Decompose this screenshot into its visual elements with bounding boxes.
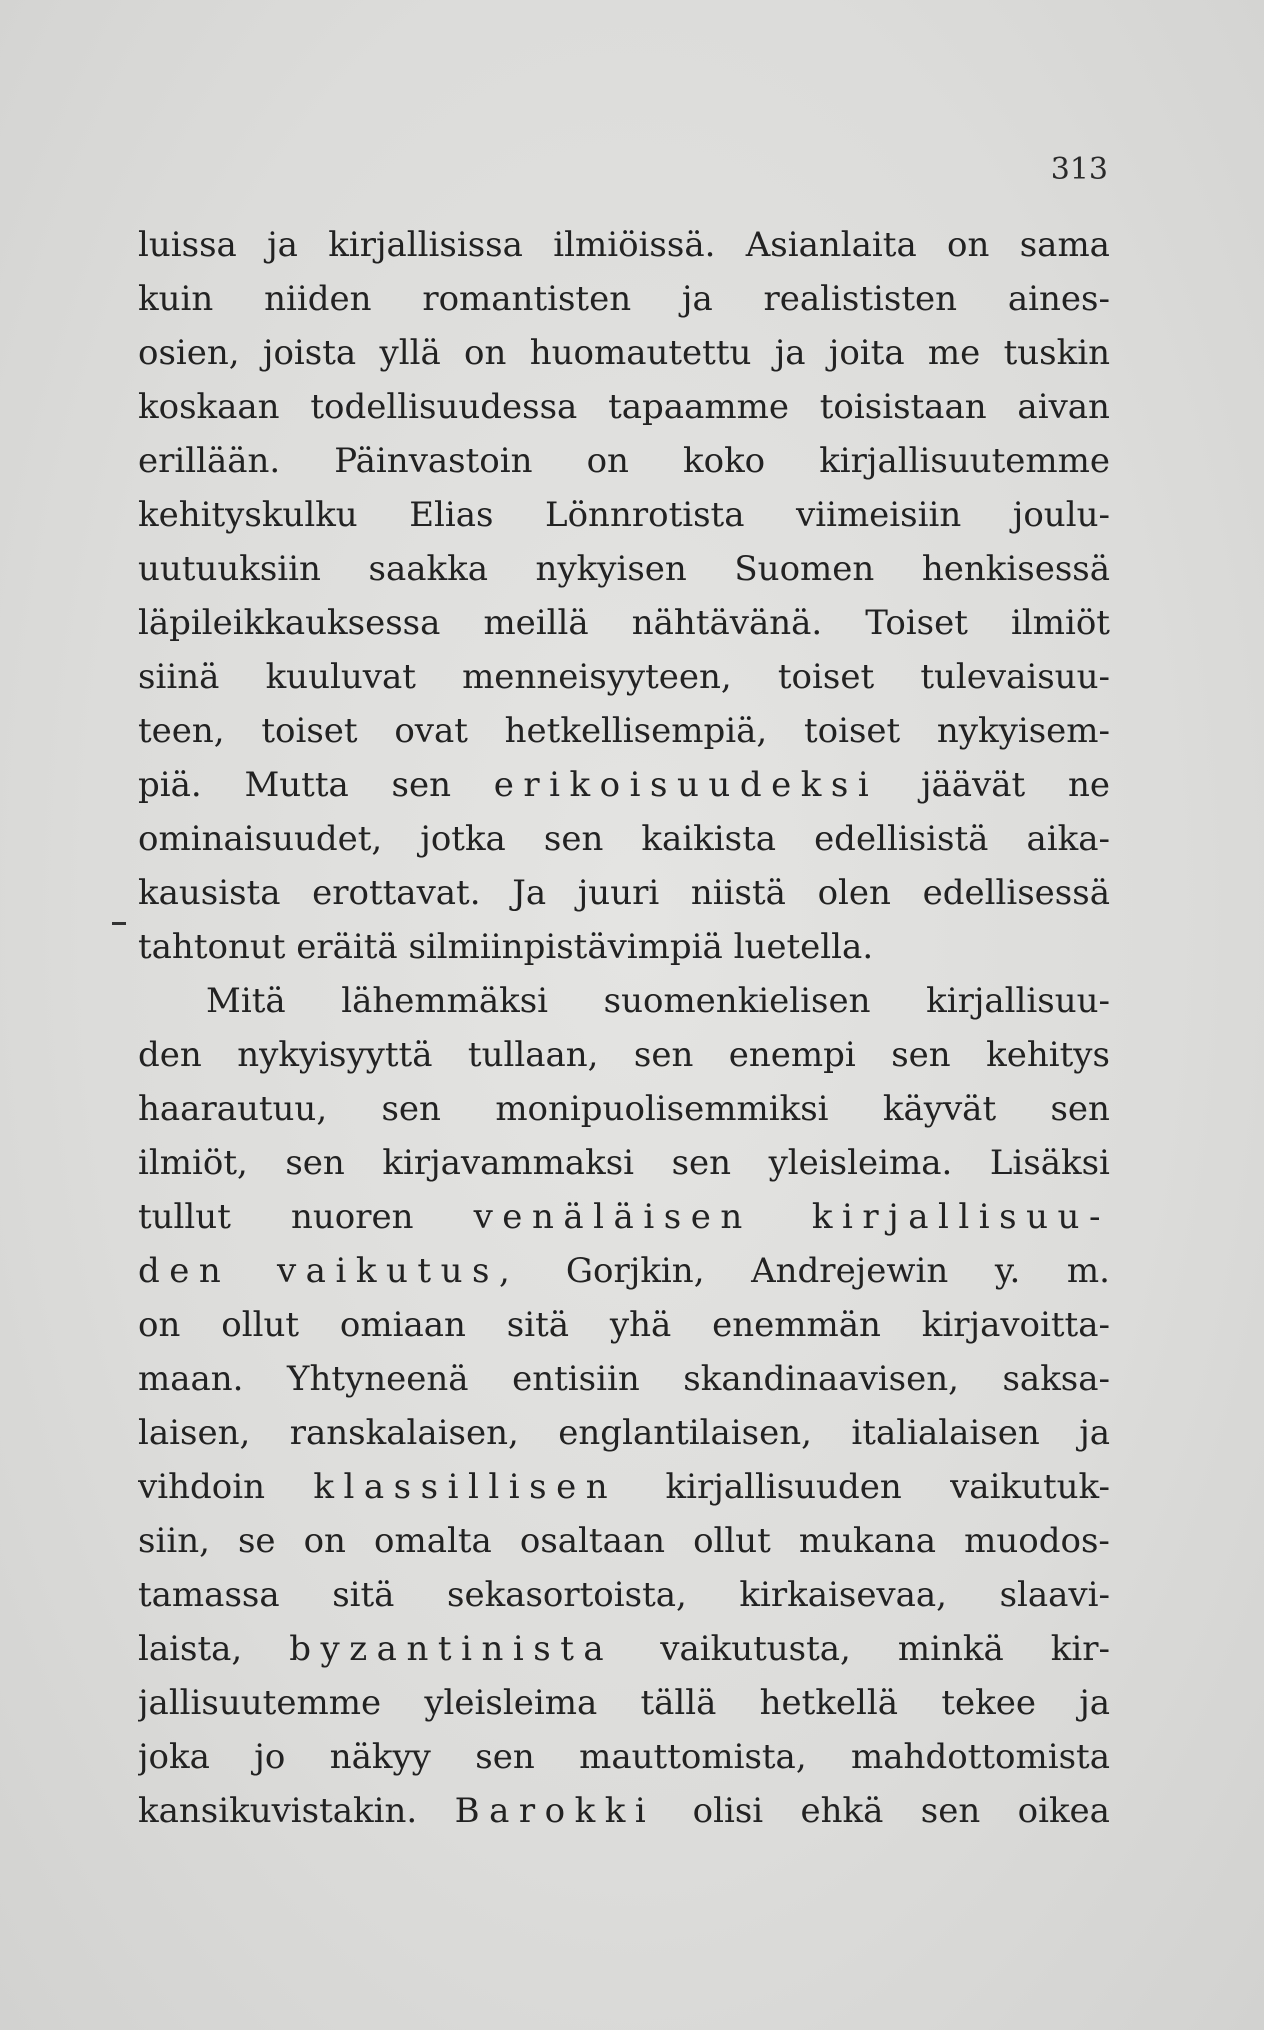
text-line-paragraph-start (138, 974, 1110, 1028)
word: osaltaan (519, 1521, 666, 1561)
word: juuri (577, 873, 660, 913)
word: koko (683, 441, 766, 481)
word: mahdottomista (851, 1737, 1110, 1777)
word: yleisleima (424, 1683, 598, 1723)
word: nykyisyyttä (237, 1035, 433, 1075)
word: tekee (941, 1683, 1036, 1723)
text-line (138, 758, 1110, 812)
word: aivan (1017, 387, 1110, 427)
text-line (138, 1028, 1110, 1082)
word: ilmiöissä. (553, 225, 716, 265)
margin-mark (112, 922, 126, 925)
word: Lisäksi (989, 1143, 1110, 1183)
word: ja (681, 279, 713, 319)
emphasized-word: byzantinista (289, 1629, 614, 1669)
word: kehitys (986, 1035, 1110, 1075)
word: joista (262, 333, 357, 373)
word: Elias (409, 495, 494, 535)
word: siinä (138, 657, 220, 697)
word: sitä (332, 1575, 395, 1615)
text-line (138, 812, 1110, 866)
word: huomautettu (529, 333, 752, 373)
text-line (138, 1622, 1110, 1676)
word: aines- (1007, 279, 1110, 319)
word: toisistaan (819, 387, 987, 427)
word: uutuuksiin (138, 549, 321, 589)
word: kirjallisissa (328, 225, 523, 265)
word: toiset (777, 657, 875, 697)
word: tapaamme (608, 387, 789, 427)
word: siin, (138, 1521, 210, 1561)
word: tullaan, (467, 1035, 599, 1075)
word: muodos- (964, 1521, 1110, 1561)
word: nykyisem- (936, 711, 1110, 751)
page-number: 313 (1050, 152, 1108, 187)
word: sen (381, 1089, 441, 1129)
word: lähemmäksi (341, 981, 549, 1021)
word: kehityskulku (138, 495, 358, 535)
text-line (138, 1406, 1110, 1460)
word: monipuolisemmiksi (495, 1089, 829, 1129)
word: ne (1067, 765, 1110, 805)
text-line (138, 326, 1110, 380)
emphasized-word: vaikutus, (276, 1251, 520, 1291)
emphasized-word: klassillisen (313, 1467, 618, 1507)
text-line (138, 272, 1110, 326)
text-line (138, 542, 1110, 596)
text-line (138, 1676, 1110, 1730)
word: sama (1019, 225, 1110, 265)
word: jäävät (920, 765, 1026, 805)
word: erottavat. (312, 873, 481, 913)
word: Mutta (244, 765, 349, 805)
word: oikea (1017, 1791, 1110, 1831)
word: ja (1079, 1683, 1110, 1723)
word: jallisuutemme (138, 1683, 382, 1723)
word: tällä (640, 1683, 717, 1723)
word: osien, (138, 333, 240, 373)
word: tullut (138, 1197, 231, 1237)
word: me (927, 333, 981, 373)
word: yllä (379, 333, 441, 373)
word: enemmän (712, 1305, 881, 1345)
word: todellisuudessa (310, 387, 578, 427)
word: läpileikkauksessa (138, 603, 441, 643)
word: jotka (420, 819, 506, 859)
text-line (138, 1460, 1110, 1514)
word: kuuluvat (265, 657, 416, 697)
text-line (138, 1082, 1110, 1136)
word: den (138, 1035, 202, 1075)
text-line (138, 650, 1110, 704)
text-line (138, 1730, 1110, 1784)
word: vihdoin (138, 1467, 265, 1507)
word: ja (774, 333, 806, 373)
emphasized-word: Barokki (454, 1791, 656, 1831)
word: maan. (138, 1359, 244, 1399)
word: saakka (368, 549, 488, 589)
word: Gorjkin, (565, 1251, 705, 1291)
word: minkä (897, 1629, 1004, 1669)
word: sen (671, 1143, 732, 1183)
text-line (138, 1136, 1110, 1190)
text-line (138, 1568, 1110, 1622)
word: ollut (221, 1305, 300, 1345)
word: tulevaisuu- (920, 657, 1110, 697)
word: on (586, 441, 629, 481)
text-line (138, 380, 1110, 434)
word: hetkellisempiä, (504, 711, 768, 751)
word: y. (994, 1251, 1021, 1291)
word: haarautuu, (138, 1089, 328, 1129)
word: sen (391, 765, 451, 805)
word: teen, (138, 711, 225, 751)
word: kirjallisuu- (926, 981, 1110, 1021)
word: omiaan (339, 1305, 466, 1345)
word: enempi (728, 1035, 856, 1075)
word: ovat (394, 711, 468, 751)
word: Andrejewin (751, 1251, 949, 1291)
text-line (138, 1514, 1110, 1568)
word: tuskin (1003, 333, 1110, 373)
word: ranskalaisen, (289, 1413, 519, 1453)
word: sen (1050, 1089, 1110, 1129)
text-line (138, 1784, 1110, 1838)
emphasized-word: venäläisen (473, 1197, 752, 1237)
word: ilmiöt, (138, 1143, 248, 1183)
text-line (138, 488, 1110, 542)
word: olen (817, 873, 891, 913)
word: realististen (763, 279, 958, 319)
emphasized-word: den (138, 1251, 231, 1291)
word: erillään. (138, 441, 281, 481)
word: joka (138, 1737, 210, 1777)
word: slaavi- (999, 1575, 1110, 1615)
word: viimeisiin (795, 495, 962, 535)
word: näkyy (329, 1737, 431, 1777)
word: mauttomista, (579, 1737, 807, 1777)
word: saksa- (1002, 1359, 1110, 1399)
word: Toiset (865, 603, 968, 643)
word: käyvät (882, 1089, 997, 1129)
word: Mitä (206, 981, 286, 1021)
word: niiden (264, 279, 372, 319)
word: omalta (374, 1521, 492, 1561)
word: joita (828, 333, 905, 373)
word: kirjavammaksi (382, 1143, 635, 1183)
word: sen (285, 1143, 345, 1183)
word: yhä (609, 1305, 672, 1345)
text-line (138, 218, 1110, 272)
text-line (138, 1244, 1110, 1298)
word: Asianlaita (745, 225, 917, 265)
word: Suomen (734, 549, 875, 589)
word: niistä (690, 873, 786, 913)
word: kirjavoitta- (921, 1305, 1110, 1345)
text-line (138, 866, 1110, 920)
word: sen (475, 1737, 535, 1777)
word: edellisistä (814, 819, 989, 859)
word: Yhtyneenä (287, 1359, 469, 1399)
word: meillä (483, 603, 589, 643)
word: kaikista (641, 819, 777, 859)
word: mukana (798, 1521, 937, 1561)
word: olisi (692, 1791, 764, 1831)
word: Ja (512, 873, 547, 913)
word: Päinvastoin (334, 441, 533, 481)
word: luissa (138, 225, 237, 265)
word: aika- (1026, 819, 1110, 859)
text-line (138, 1352, 1110, 1406)
word: sitä (506, 1305, 570, 1345)
word: yleisleima. (768, 1143, 953, 1183)
word: sen (891, 1035, 951, 1075)
word: tamassa (138, 1575, 280, 1615)
body-text (138, 218, 1110, 1838)
word: koskaan (138, 387, 280, 427)
word: italialaisen (851, 1413, 1040, 1453)
word: on (303, 1521, 346, 1561)
word: vaikutusta, (660, 1629, 851, 1669)
text-line (138, 434, 1110, 488)
word: hetkellä (759, 1683, 899, 1723)
text-line (138, 1298, 1110, 1352)
word: jo (254, 1737, 286, 1777)
word: ollut (693, 1521, 771, 1561)
word: skandinaavisen, (683, 1359, 959, 1399)
word: edellisessä (922, 873, 1110, 913)
word: sen (543, 819, 604, 859)
word: nykyisen (535, 549, 687, 589)
line-text: tahtonut eräitä silmiinpistävimpiä luetella. (138, 927, 874, 967)
word: on (464, 333, 507, 373)
word: ja (267, 225, 298, 265)
word: sen (920, 1791, 981, 1831)
word: on (947, 225, 990, 265)
word: englantilaisen, (558, 1413, 812, 1453)
word: piä. (138, 765, 202, 805)
word: kir- (1050, 1629, 1110, 1669)
word: Lönnrotista (545, 495, 745, 535)
emphasized-word: erikoisuudeksi (493, 765, 879, 805)
text-line (138, 1190, 1110, 1244)
word: menneisyyteen, (462, 657, 732, 697)
word: se (237, 1521, 276, 1561)
emphasized-word: kirjallisuu- (811, 1197, 1110, 1237)
word: laisen, (138, 1413, 251, 1453)
text-line-paragraph-end (138, 920, 1110, 974)
text-line (138, 704, 1110, 758)
text-line (138, 596, 1110, 650)
word: vaikutuk- (950, 1467, 1110, 1507)
word: ominaisuudet, (138, 819, 383, 859)
word: on (138, 1305, 181, 1345)
word: kuin (138, 279, 214, 319)
word: henkisessä (921, 549, 1110, 589)
word: kirkaisevaa, (739, 1575, 947, 1615)
word: entisiin (512, 1359, 640, 1399)
word: sen (633, 1035, 694, 1075)
word: suomenkielisen (603, 981, 871, 1021)
word: sekasortoista, (447, 1575, 687, 1615)
word: kirjallisuuden (665, 1467, 902, 1507)
word: kansikuvistakin. (138, 1791, 418, 1831)
word: ja (1079, 1413, 1110, 1453)
word: kausista (138, 873, 281, 913)
word: joulu- (1012, 495, 1110, 535)
word: laista, (138, 1629, 243, 1669)
word: toiset (261, 711, 358, 751)
word: nuoren (290, 1197, 414, 1237)
word: nähtävänä. (631, 603, 823, 643)
word: ehkä (800, 1791, 884, 1831)
word: toiset (803, 711, 901, 751)
word: ilmiöt (1010, 603, 1110, 643)
word: kirjallisuutemme (819, 441, 1110, 481)
word: m. (1066, 1251, 1110, 1291)
word: romantisten (422, 279, 632, 319)
